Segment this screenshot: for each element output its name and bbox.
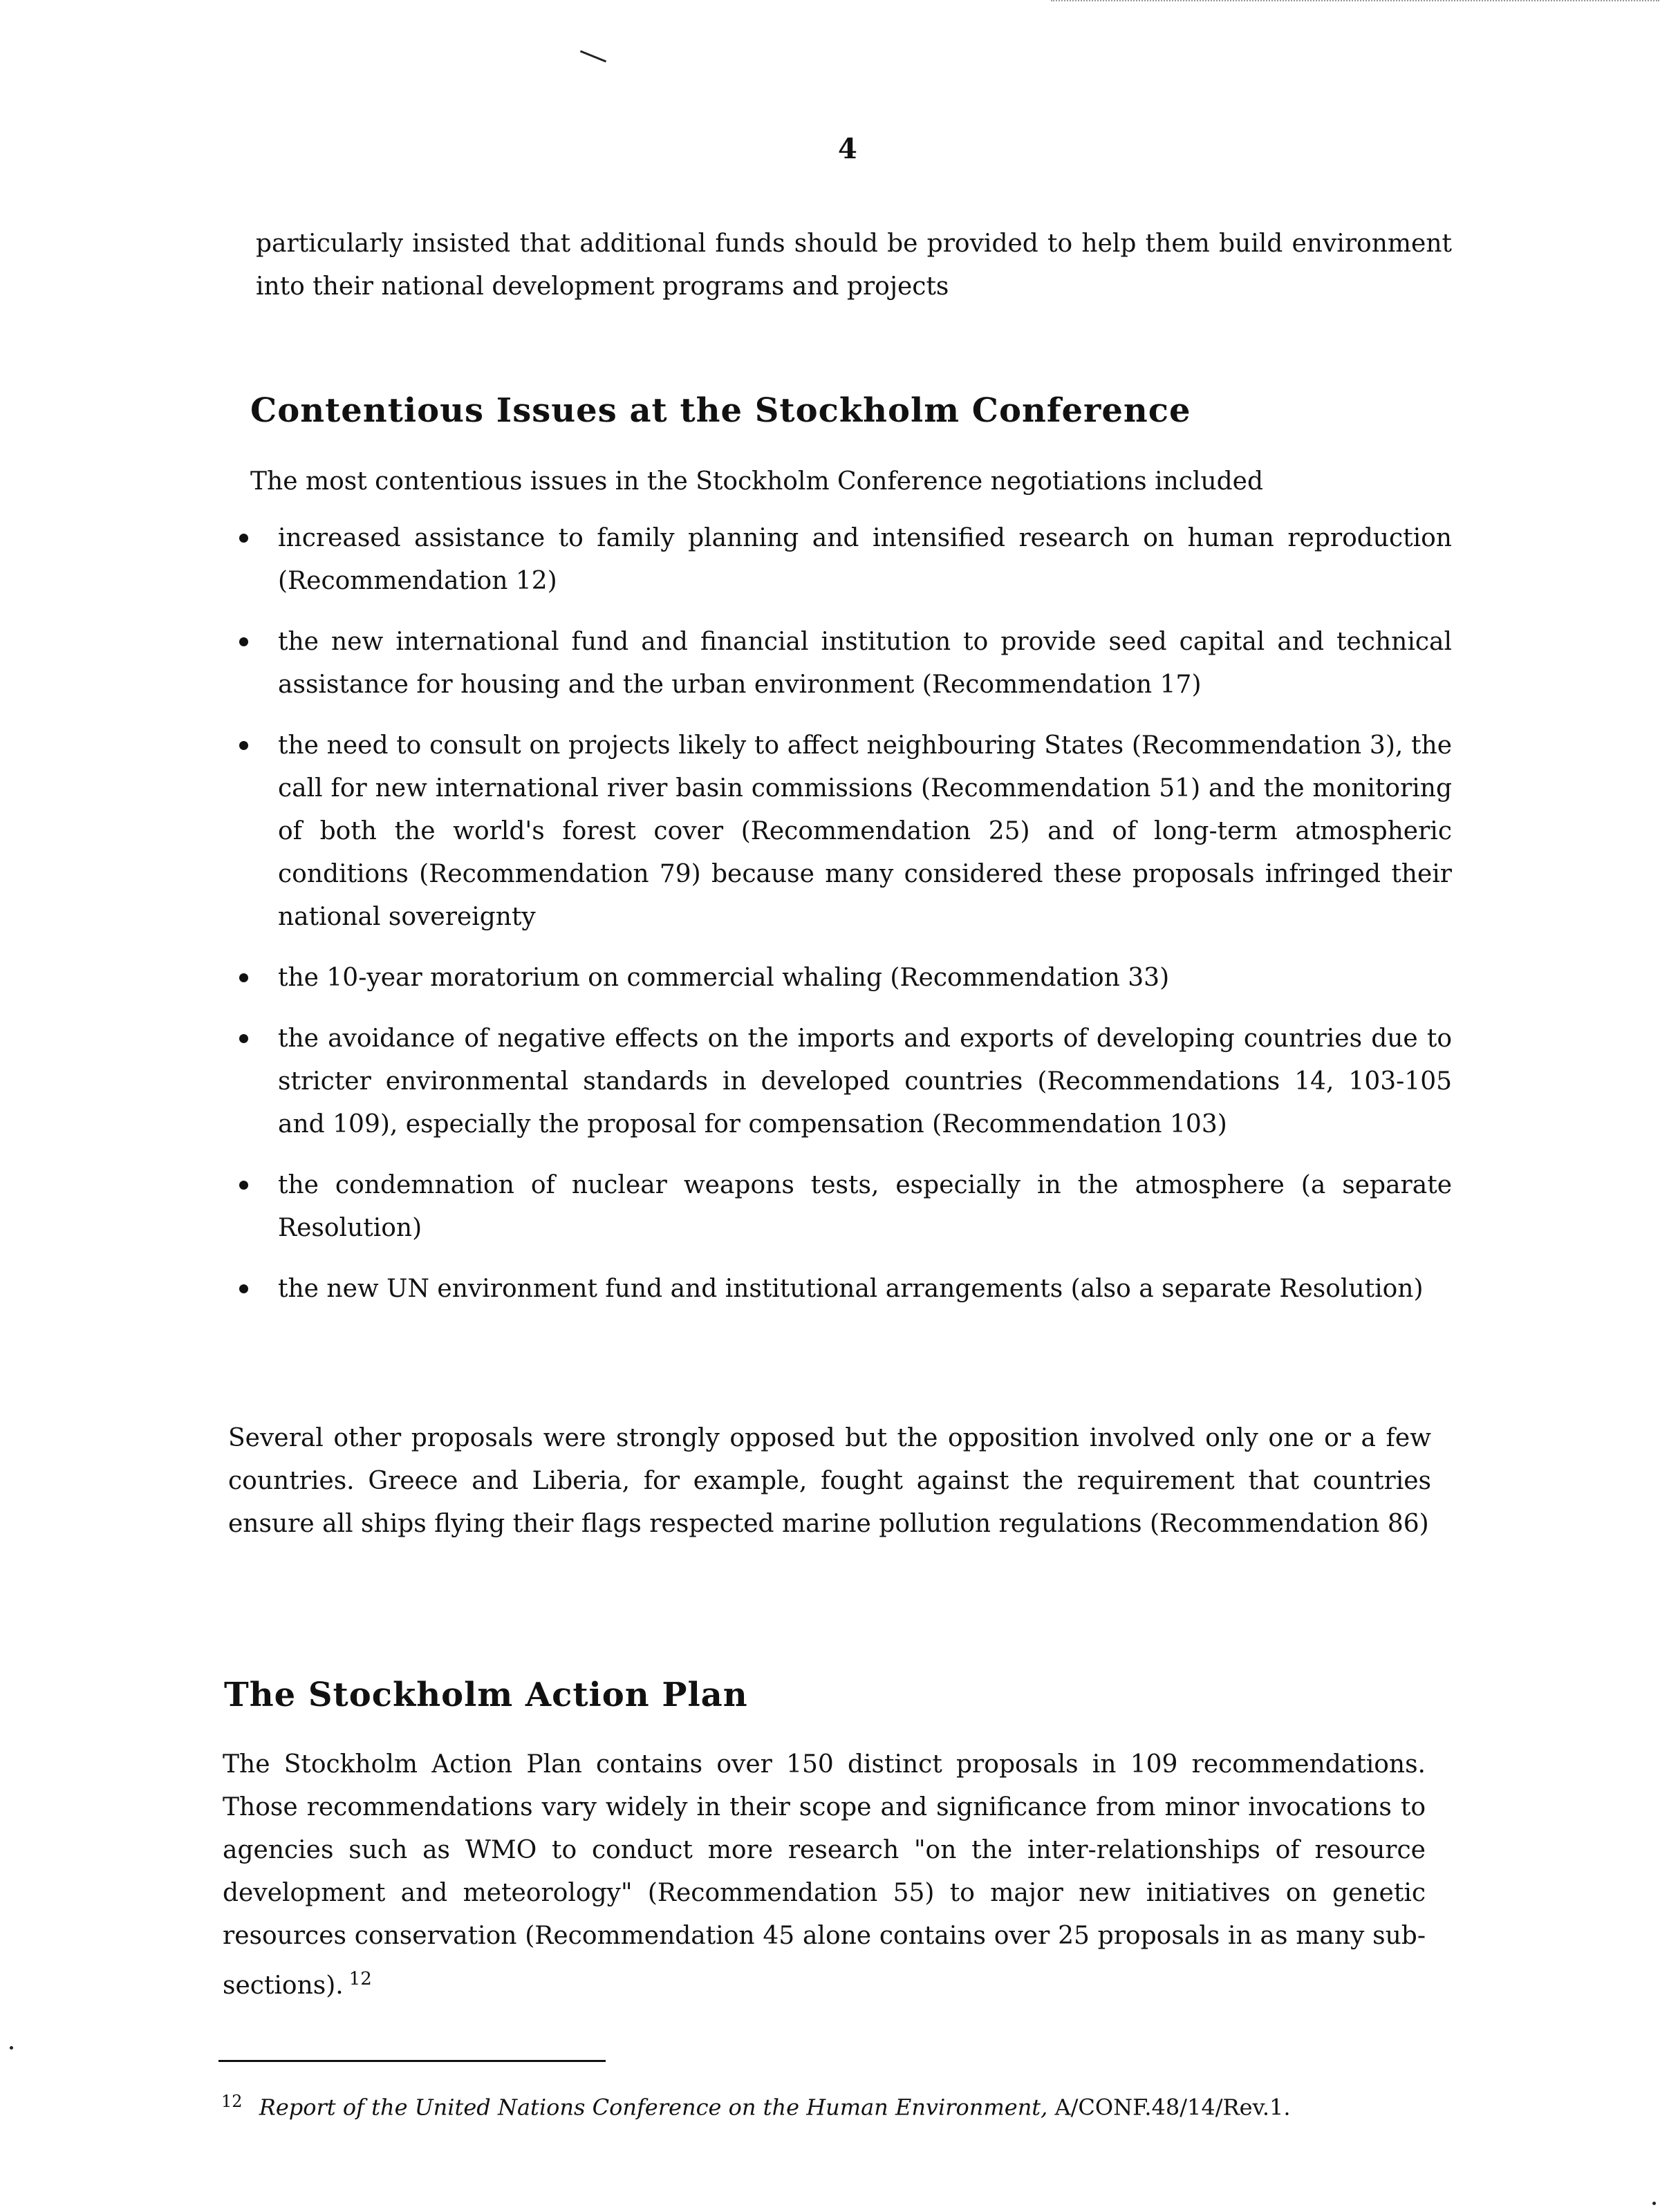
list-item-text: the avoidance of negative effects on the imports and exports of developing countries due to stricter environmental standards in developed countries (Recommendations 14, 103-105 and 109), especially the proposal for compensation (Recommendation 103) (278, 1024, 1452, 1138)
bullet-icon (239, 1284, 248, 1293)
action-plan-paragraph (223, 1743, 1426, 2007)
list-item-text: the need to consult on projects likely to affect neighbouring States (Recommendation 3), the call for new international river basin commissions (Recommendation 51) and the monitoring of both the world's forest cover (Recommendation 25) and of long-term atmospheric conditions (Recommendation 79) because many considered these proposals infringed their national sovereignty (278, 731, 1452, 931)
footnote-reference: 12 (348, 1969, 372, 1989)
bullet-icon (239, 1181, 248, 1190)
bullet-icon (239, 637, 248, 646)
list-item-text: increased assistance to family planning and intensified research on human reproduction (Recommendation 12) (278, 524, 1452, 595)
list-item (235, 1018, 1452, 1146)
list-item-text: the condemnation of nuclear weapons tests, especially in the atmosphere (a separate Resolution) (278, 1171, 1452, 1242)
footnote-title: Report of the United Nations Conference on the Human Environment, (259, 2094, 1048, 2121)
bullet-icon (239, 741, 248, 750)
list-item-text: the new international fund and financial institution to provide seed capital and technical assistance for housing and the urban environment (Recommendation 17) (278, 628, 1452, 699)
list-item-text: the new UN environment fund and institutional arrangements (also a separate Resolution) (278, 1275, 1424, 1303)
scan-edge-rule (1051, 0, 1659, 3)
footnote-reference-code: A/CONF.48/14/Rev.1. (1054, 2094, 1291, 2121)
contentious-issues-list (235, 517, 1452, 1329)
scan-speck (10, 2046, 13, 2050)
page-number: 4 (838, 133, 857, 165)
scan-speck (1652, 2202, 1656, 2205)
section-heading-contentious-issues: Contentious Issues at the Stockholm Conference (250, 391, 1191, 430)
list-item-text: the 10-year moratorium on commercial whaling (Recommendation 33) (278, 964, 1170, 992)
section-heading-action-plan: The Stockholm Action Plan (224, 1676, 748, 1714)
bullet-icon (239, 973, 248, 982)
list-item (235, 957, 1452, 1000)
list-item (235, 621, 1452, 706)
list-item (235, 1268, 1452, 1311)
section-intro: The most contentious issues in the Stockholm Conference negotiations included (250, 467, 1264, 496)
intro-paragraph: particularly insisted that additional funds should be provided to help them build environment into their national development programs and projects (256, 229, 1452, 301)
list-item (235, 517, 1452, 603)
bullet-icon (239, 1034, 248, 1043)
footnote (221, 2086, 1291, 2123)
list-item (235, 1164, 1452, 1250)
footnote-number: 12 (221, 2092, 243, 2111)
closing-paragraph: Several other proposals were strongly opposed but the opposition involved only one or a few countries. Greece and Liberia, for example, fought against the requirement that countries ensure all ships flying their flags respected marine pollution regulations (Recommendation 86) (228, 1424, 1431, 1538)
action-plan-text: The Stockholm Action Plan contains over 150 distinct proposals in 109 recommendations. Those recommendations vary widely in their scope and significance from minor invocations to agencies such as WMO to conduct more research "on the inter-relationships of resource development and meteorology" (Recommendation 55) to major new initiatives on genetic resources conservation (Recommendation 45 alone contains over 25 proposals in as many sub-sections). (223, 1750, 1426, 2000)
scan-mark (580, 50, 606, 63)
bullet-icon (239, 534, 248, 543)
footnote-divider (218, 2060, 606, 2062)
list-item (235, 724, 1452, 939)
